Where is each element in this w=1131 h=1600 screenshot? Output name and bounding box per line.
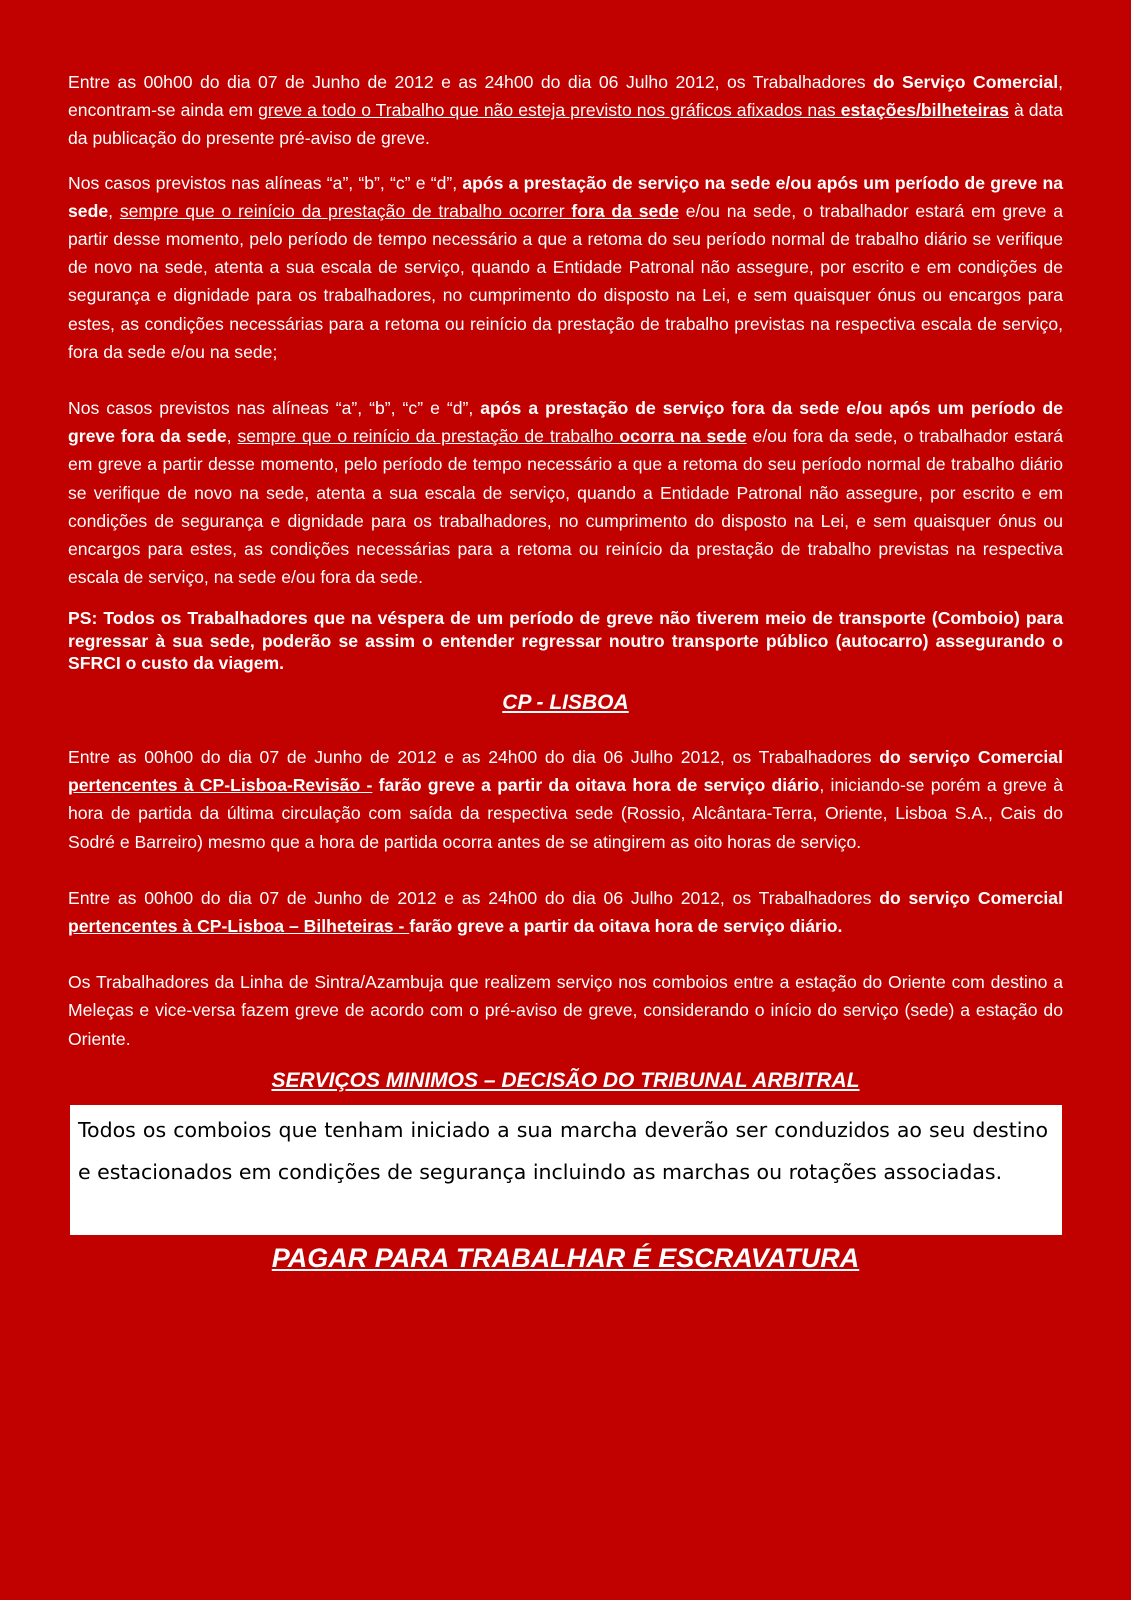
text-segment: após a prestação de serviço na sede e/ou após um período de greve na sede bbox=[68, 172, 1063, 221]
paragraph-linha-sintra-azambuja bbox=[68, 968, 1063, 1053]
text-segment: Os Trabalhadores da Linha de Sintra/Azambuja que realizem serviço nos comboios entre a estação do Oriente com destino a Meleças e vice-versa fazem greve de acordo com o pré-aviso de greve, considerando o início do serviço (sede) a estação do Oriente. bbox=[68, 972, 1063, 1049]
paragraph-cp-lisboa-revisao bbox=[68, 743, 1063, 856]
slogan: PAGAR PARA TRABALHAR É ESCRAVATURA bbox=[271, 1242, 860, 1273]
paragraph-strike-period bbox=[68, 68, 1063, 153]
minimum-services-box bbox=[70, 1105, 1062, 1235]
text-segment: , bbox=[108, 200, 120, 221]
paragraph-return-outside-sede bbox=[68, 169, 1063, 366]
text-segment: à data da publicação do presente pré-aviso de greve. bbox=[68, 100, 1064, 149]
text-segment: após a prestação de serviço fora da sede e/ou após um período de greve fora da sede bbox=[68, 398, 1063, 447]
text-segment: pertencentes à CP-Lisboa-Revisão - bbox=[68, 775, 373, 796]
text-segment: Entre as 00h00 do dia 07 de Junho de 2012 e as 24h00 do dia 06 Julho 2012, os Trabalhadores bbox=[68, 887, 880, 908]
section-heading-servicos-minimos: SERVIÇOS MINIMOS – DECISÃO DO TRIBUNAL ARBITRAL bbox=[271, 1068, 860, 1092]
text-segment: ocorra na sede bbox=[619, 426, 747, 447]
document-content bbox=[68, 68, 1063, 1275]
text-segment: sempre que o reinício da prestação de trabalho bbox=[237, 426, 620, 447]
text-segment: fora da sede bbox=[571, 200, 679, 221]
text-segment: , iniciando-se porém a greve à hora de partida da última circulação com saída da respectiva sede (Rossio, Alcântara-Terra, Oriente, Lisboa S.A., Cais do Sodré e Barreiro) mesmo que a hora de partida ocorra antes de se atingirem as oito horas de serviço. bbox=[68, 775, 1063, 852]
text-segment: Nos casos previstos nas alíneas “a”, “b”, “c” e “d”, bbox=[68, 172, 463, 193]
paragraph-cp-lisboa-bilheteiras bbox=[68, 884, 1063, 940]
text-segment: do Serviço Comercial bbox=[873, 72, 1059, 92]
text-segment: do serviço Comercial bbox=[879, 746, 1063, 767]
minimum-services-text: Todos os comboios que tenham iniciado a sua marcha deverão ser conduzidos ao seu destino e estacionados em condições de segurança incluindo as marchas ou rotações associadas. bbox=[78, 1117, 1048, 1184]
ps-note: PS: Todos os Trabalhadores que na véspera de um período de greve não tiverem meio de transporte (Comboio) para regressar à sua sede, poderão se assim o entender regressar noutro transporte público (autocarro) assegurando o SFRCI o custo da viagem. bbox=[68, 608, 1063, 674]
text-segment: Entre as 00h00 do dia 07 de Junho de 2012 e as 24h00 do dia 06 Julho 2012, os Trabalhadores bbox=[68, 746, 880, 767]
text-segment: Entre as 00h00 do dia 07 de Junho de 2012 e as 24h00 do dia 06 Julho 2012, os Trabalhadores bbox=[68, 72, 873, 92]
text-segment: pertencentes à CP-Lisboa – Bilheteiras - bbox=[68, 915, 410, 936]
text-segment: e/ou na sede, o trabalhador estará em greve a partir desse momento, pelo período de tempo necessário a que a retoma do seu período normal de trabalho diário se verifique de novo na sede, atenta a sua escala de serviço, quando a Entidade Patronal não assegure, por escrito e em condições de segurança e dignidade para os trabalhadores, no cumprimento do disposto na Lei, e sem quaisquer ónus ou encargos para estes, as condições necessárias para a retoma ou reinício da prestação de trabalho previstas na respectiva escala de serviço, fora da sede e/ou na sede; bbox=[68, 200, 1063, 362]
text-segment: , bbox=[226, 426, 238, 447]
text-segment: estações/bilheteiras bbox=[840, 100, 1009, 121]
paragraph-return-at-sede bbox=[68, 394, 1063, 591]
text-segment: greve a todo o Trabalho que não esteja previsto nos gráficos afixados nas bbox=[258, 100, 841, 121]
section-heading-cp-lisboa: CP - LISBOA bbox=[502, 690, 629, 714]
text-segment: sempre que o reinício da prestação de trabalho ocorrer bbox=[119, 200, 572, 221]
text-segment: Nos casos previstos nas alíneas “a”, “b”, “c” e “d”, bbox=[68, 398, 481, 419]
text-segment: farão greve a partir da oitava hora de serviço diário bbox=[372, 775, 820, 796]
text-segment: , encontram-se ainda em bbox=[68, 72, 1063, 121]
text-segment: do serviço Comercial bbox=[879, 887, 1063, 908]
text-segment: farão greve a partir da oitava hora de serviço diário. bbox=[409, 915, 843, 936]
text-segment: e/ou fora da sede, o trabalhador estará em greve a partir desse momento, pelo período de tempo necessário a que a retoma do seu período normal de trabalho diário se verifique de novo na sede, atenta a sua escala de serviço, quando a Entidade Patronal não assegure, por escrito e em condições de segurança e dignidade para os trabalhadores, no cumprimento do disposto na Lei, e sem quaisquer ónus ou encargos para estes, as condições necessárias para a retoma ou reinício da prestação de trabalho previstas na respectiva escala de serviço, na sede e/ou fora da sede. bbox=[68, 426, 1063, 588]
